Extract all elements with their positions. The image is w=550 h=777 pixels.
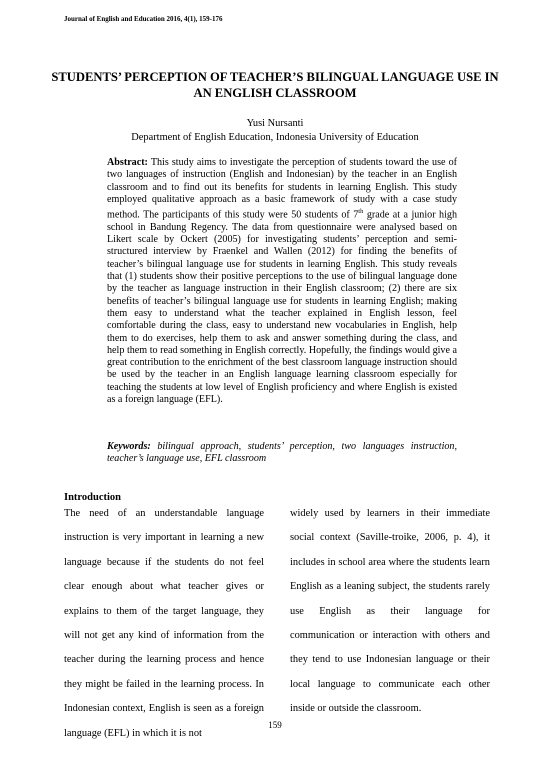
author-name: Yusi Nursanti (246, 118, 304, 129)
running-head: Journal of English and Education 2016, 4(1), 159-176 (64, 15, 223, 23)
introduction-right-column: widely used by learners in their immediate social context (Saville-troike, 2006, p. 4), it includes in school area where the students learn English as a leaning subject, the students rarely use English as their language for communication or interaction with others and they tend to use Indonesian language or their local language to communicate each other inside or outside the classroom. (290, 508, 490, 715)
abstract-label: Abstract: (107, 157, 148, 168)
author-affiliation: Department of English Education, Indonesia University of Education (131, 132, 419, 143)
section-heading-introduction: Introduction (64, 492, 121, 503)
abstract (107, 157, 457, 406)
introduction-left-column: The need of an understandable language instruction is very important in learning a new language because if the students do not feel clear enough about what teacher gives or explains to them of the target language, they will not get any kind of information from the teacher during the learning process and hence they might be failed in the learning process. In Indonesian context, English is seen as a foreign language (EFL) in which it is not (64, 508, 264, 739)
keywords-text: bilingual approach, students’ perception, two languages instruction, teacher’s language use, EFL classroom (107, 441, 457, 465)
abstract-text-part1: This study aims to investigate the perception of students toward the use of two languages of instruction (English and Indonesian) by the teacher in an English classroom and to find out its benefits for students in learning English. This study employed qualitative approach as a basic framework of study with a case study method. The participants of this study were 50 students of 7 (107, 157, 457, 221)
abstract-text-part2: grade at a junior high school in Bandung Regency. The data from questionnaire were analysed based on Likert scale by Ockert (2005) for investigating students’ perception and semi-structured interview by Fraenkel and Wallen (2012) for finding the benefits of teacher’s bilingual language use for students in learning English. This study reveals that (1) students show their positive perceptions to the use of bilingual language done by the teacher as language instruction in their English classroom; (2) there are six benefits of teacher’s bilingual language use for students in learning English; making them easy to understand what the teacher explained in English lesson, feel comfortable during the class, easy to understand new vocabularies in English, help them to do exercises, help them to ask and answer something during the class, and help them to read something in English correctly. Hopefully, the findings would give a great contribution to the enrichment of the best classroom language instruction should be used by the teacher in an English language learning classroom especially for teaching the students at low level of English proficiency and where English is existed as a foreign language (EFL). (107, 209, 457, 405)
page-number: 159 (268, 720, 282, 730)
paper-title: STUDENTS’ PERCEPTION OF TEACHER’S BILINGUAL LANGUAGE USE IN AN ENGLISH CLASSROOM (51, 70, 499, 100)
keywords-label: Keywords: (107, 441, 151, 452)
abstract-superscript: th (358, 208, 364, 216)
keywords (107, 441, 457, 466)
